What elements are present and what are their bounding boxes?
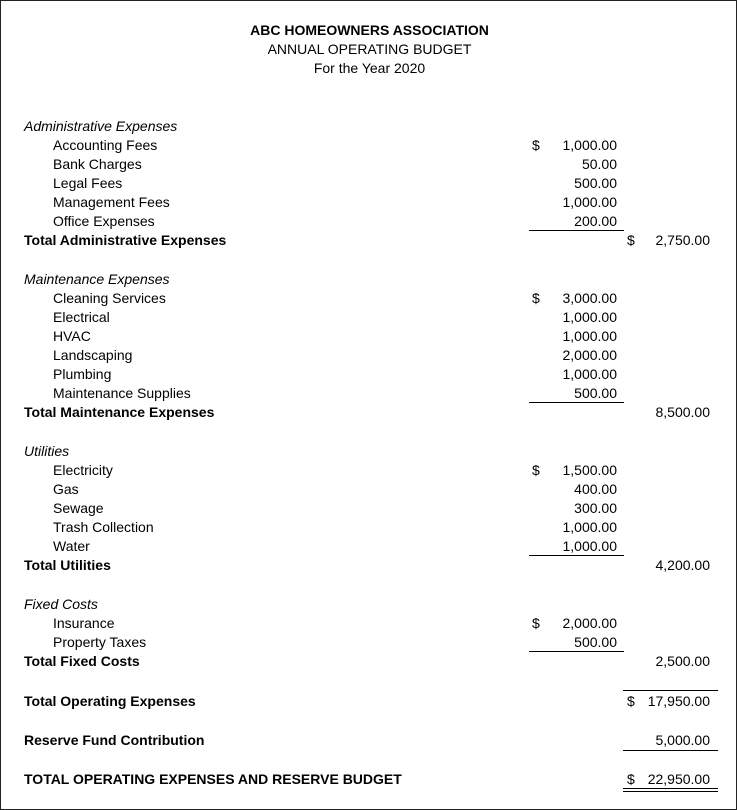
line-item-amount: 50.00 — [581, 156, 617, 172]
reserve-rule — [623, 750, 718, 751]
section-title: Fixed Costs — [24, 596, 98, 612]
line-item — [1, 193, 736, 212]
line-item-label: Office Expenses — [53, 213, 155, 229]
dollar-sign: $ — [532, 290, 540, 306]
line-item-label: Sewage — [53, 500, 104, 516]
line-item-label: Maintenance Supplies — [53, 385, 191, 401]
section-heading-utilities — [1, 442, 736, 461]
line-item — [1, 212, 736, 231]
line-item-amount: 300.00 — [574, 500, 617, 516]
line-item-label: Trash Collection — [53, 519, 154, 535]
operating-total-rule — [623, 690, 718, 691]
reserve-amount: 5,000.00 — [655, 732, 710, 748]
dollar-sign: $ — [627, 232, 635, 248]
line-item-amount: 1,000.00 — [562, 137, 617, 153]
line-item-label: Gas — [53, 481, 79, 497]
section-heading-fixed-costs — [1, 595, 736, 614]
section-total-row — [1, 556, 736, 575]
line-item — [1, 289, 736, 308]
grand-total-label: TOTAL OPERATING EXPENSES AND RESERVE BUDGET — [24, 771, 402, 787]
section-title: Administrative Expenses — [24, 118, 178, 134]
dollar-sign: $ — [627, 693, 635, 709]
line-item — [1, 461, 736, 480]
line-item — [1, 384, 736, 403]
line-item-amount: 1,500.00 — [562, 462, 617, 478]
line-item — [1, 155, 736, 174]
line-item-amount: 3,000.00 — [562, 290, 617, 306]
section-title: Utilities — [24, 443, 70, 459]
section-total-amount: 2,750.00 — [655, 232, 710, 248]
line-item — [1, 365, 736, 384]
grand-total-double-rule-top — [623, 788, 718, 789]
line-item-amount: 1,000.00 — [562, 538, 617, 554]
dollar-sign: $ — [532, 615, 540, 631]
line-item-label: Insurance — [53, 615, 115, 631]
reserve-label: Reserve Fund Contribution — [24, 732, 205, 748]
section-total-label: Total Maintenance Expenses — [24, 404, 215, 420]
section-heading-administrative — [1, 117, 736, 136]
operating-total-amount: 17,950.00 — [647, 693, 710, 709]
line-item — [1, 346, 736, 365]
line-item — [1, 136, 736, 155]
section-total-row — [1, 403, 736, 422]
line-item-label: Bank Charges — [53, 156, 142, 172]
dollar-sign: $ — [532, 137, 540, 153]
line-item-label: Landscaping — [53, 347, 133, 363]
section-total-row — [1, 231, 736, 250]
line-item-amount: 400.00 — [574, 481, 617, 497]
line-item — [1, 327, 736, 346]
line-item — [1, 518, 736, 537]
grand-total-row — [1, 770, 736, 789]
section-total-amount: 2,500.00 — [655, 653, 710, 669]
line-item — [1, 633, 736, 652]
line-item-amount: 1,000.00 — [562, 366, 617, 382]
line-item — [1, 308, 736, 327]
line-item — [1, 537, 736, 556]
line-item-amount: 1,000.00 — [562, 194, 617, 210]
line-item-amount: 500.00 — [574, 385, 617, 401]
line-item-amount: 1,000.00 — [562, 309, 617, 325]
line-item-label: Management Fees — [53, 194, 170, 210]
line-item-label: HVAC — [53, 328, 91, 344]
document-period: For the Year 2020 — [313, 60, 426, 76]
line-item-label: Cleaning Services — [53, 290, 166, 306]
section-total-label: Total Administrative Expenses — [24, 232, 227, 248]
section-heading-maintenance — [1, 270, 736, 289]
line-item-amount: 1,000.00 — [562, 328, 617, 344]
line-item — [1, 499, 736, 518]
line-item-amount: 500.00 — [574, 175, 617, 191]
line-item-amount: 1,000.00 — [562, 519, 617, 535]
line-item-amount: 2,000.00 — [562, 615, 617, 631]
document-title: ABC HOMEOWNERS ASSOCIATION — [250, 22, 489, 38]
operating-total-row — [1, 692, 736, 711]
line-item-amount: 2,000.00 — [562, 347, 617, 363]
line-item-amount: 500.00 — [574, 634, 617, 650]
line-item-label: Electrical — [53, 309, 110, 325]
dollar-sign: $ — [532, 462, 540, 478]
line-item-amount: 200.00 — [574, 213, 617, 229]
grand-total-double-rule-bottom — [623, 791, 718, 792]
line-item-label: Property Taxes — [53, 634, 147, 650]
section-total-row — [1, 652, 736, 671]
section-title: Maintenance Expenses — [24, 271, 170, 287]
grand-total-amount: 22,950.00 — [647, 771, 710, 787]
dollar-sign: $ — [627, 771, 635, 787]
line-item — [1, 614, 736, 633]
document-subtitle: ANNUAL OPERATING BUDGET — [267, 41, 472, 57]
section-total-label: Total Utilities — [24, 557, 111, 573]
operating-total-label: Total Operating Expenses — [24, 693, 196, 709]
line-item-label: Plumbing — [53, 366, 112, 382]
line-item-label: Electricity — [53, 462, 113, 478]
line-item-label: Accounting Fees — [53, 137, 158, 153]
section-total-amount: 4,200.00 — [655, 557, 710, 573]
line-item — [1, 480, 736, 499]
line-item — [1, 174, 736, 193]
reserve-row — [1, 731, 736, 750]
section-total-amount: 8,500.00 — [655, 404, 710, 420]
line-item-label: Legal Fees — [53, 175, 123, 191]
line-item-label: Water — [53, 538, 90, 554]
section-total-label: Total Fixed Costs — [24, 653, 140, 669]
